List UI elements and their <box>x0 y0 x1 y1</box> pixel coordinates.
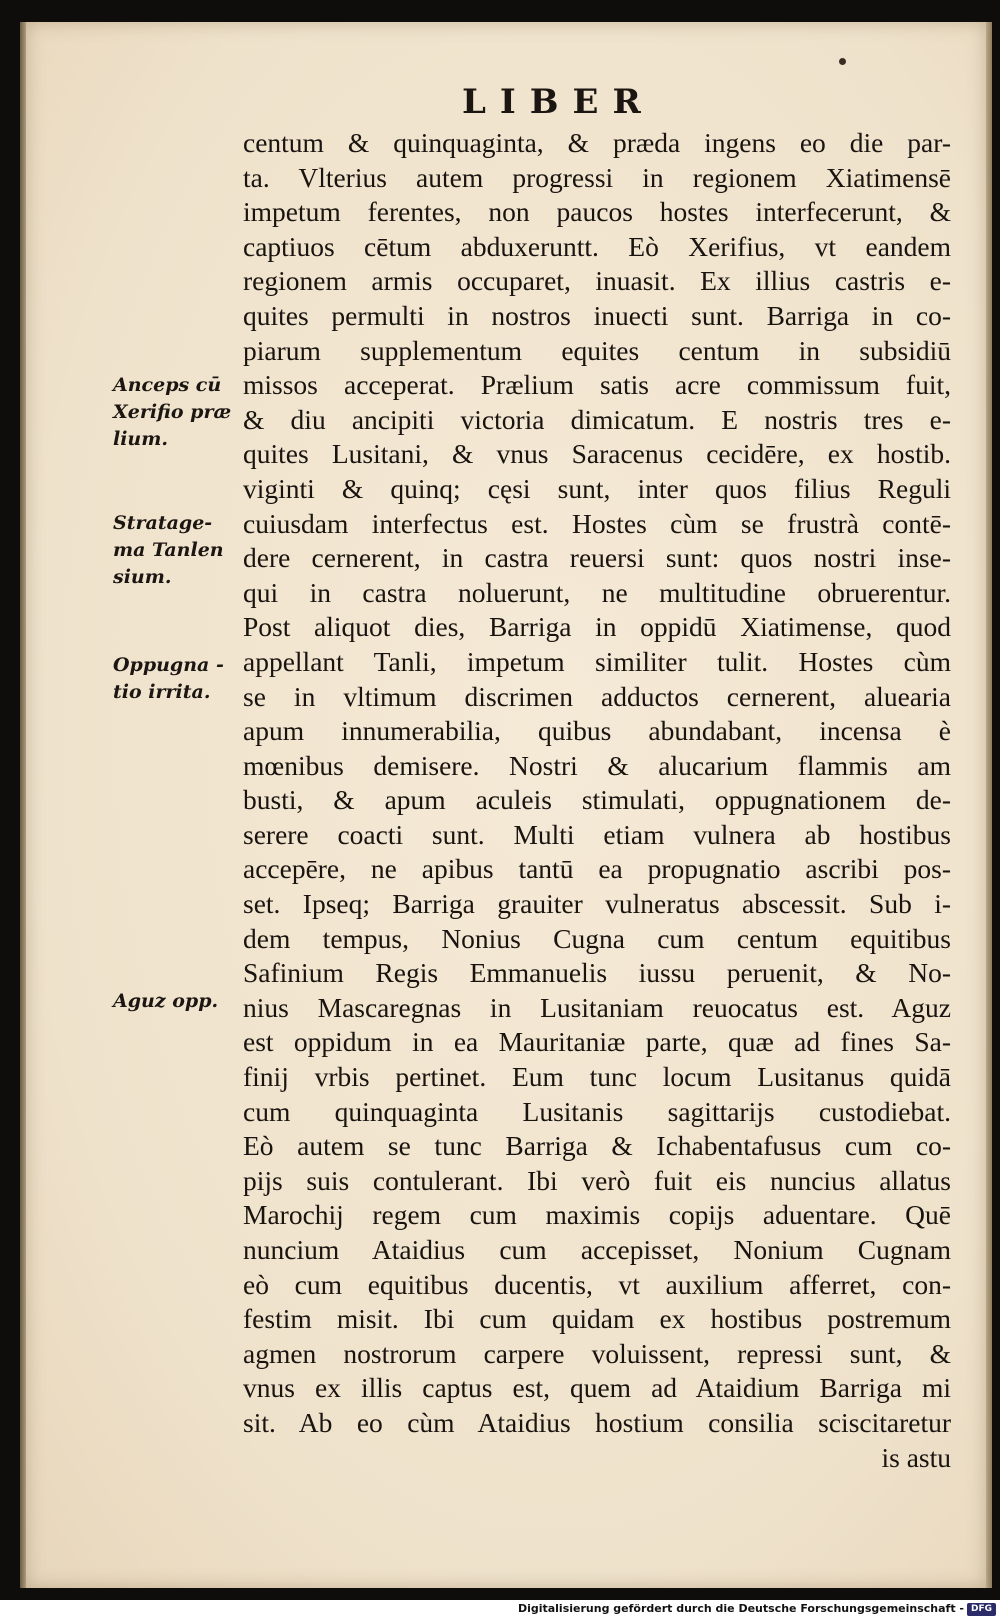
text-line: accepēre, ne apibus tantū ea propugnatio ascribi pos- <box>243 853 951 885</box>
text-line: cum quinquaginta Lusitanis sagittarijs custodiebat. <box>243 1095 951 1127</box>
dfg-logo: DFG <box>967 1603 996 1616</box>
margin-note-line: Anceps cū <box>113 374 222 396</box>
text-line: Safinium Regis Emmanuelis iussu peruenit, & No- <box>243 957 951 989</box>
footer-bar <box>0 1600 1000 1621</box>
text-line: est oppidum in ea Mauritaniæ parte, quæ ad fines Sa- <box>243 1026 951 1058</box>
text-line: mœnibus demisere. Nostri & alucarium flammis am <box>243 749 951 781</box>
margin-note-line: Aguz opp. <box>113 990 219 1012</box>
text-line: pijs suis contulerant. Ibi verò fuit eis nuncius allatus <box>243 1164 951 1196</box>
margin-note <box>113 372 241 453</box>
ink-spot <box>839 58 846 65</box>
running-head: LIBER <box>462 82 655 122</box>
margin-note <box>113 652 241 706</box>
text-line: set. Ipseq; Barriga grauiter vulneratus abscessit. Sub i- <box>243 888 951 920</box>
body-text <box>243 126 951 1475</box>
margin-note-line: Xerifio præ <box>113 401 232 423</box>
text-line: centum & quinquaginta, & præda ingens eo die par- <box>243 127 951 158</box>
text-line: sit. Ab eo cùm Ataidius hostium consilia sciscitaretur <box>243 1406 951 1438</box>
margin-note <box>113 988 241 1015</box>
margin-note-line: sium. <box>113 566 172 588</box>
text-line: Eò autem se tunc Barriga & Ichabentafusus cum co- <box>243 1130 951 1162</box>
margin-note <box>113 510 241 591</box>
text-line: & diu ancipiti victoria dimicatum. E nostris tres e- <box>243 403 951 435</box>
text-line: qui in castra noluerunt, ne multitudine obruerentur. <box>243 576 951 608</box>
text-line: se in vltimum discrimen adductos cernerent, aluearia <box>243 680 951 712</box>
text-line: finij vrbis pertinet. Eum tunc locum Lusitanus quidā <box>243 1061 951 1093</box>
text-line: busti, & apum aculeis stimulati, oppugnationem de- <box>243 784 951 816</box>
text-line: dem tempus, Nonius Cugna cum centum equitibus <box>243 922 951 954</box>
text-line: festim misit. Ibi cum quidam ex hostibus postremum <box>243 1303 951 1335</box>
text-line: quites permulti in nostros inuecti sunt. Barriga in co- <box>243 299 951 331</box>
text-line: nuncium Ataidius cum accepisset, Nonium Cugnam <box>243 1234 951 1265</box>
text-line: viginti & quinq; cęsi sunt, inter quos filius Reguli <box>243 472 951 504</box>
text-line: ta. Vlterius autem progressi in regionem Xiatimensē <box>243 161 951 193</box>
text-line: agmen nostrorum carpere voluissent, repressi sunt, & <box>243 1337 951 1369</box>
text-line: piarum supplementum equites centum in subsidiū <box>243 334 951 366</box>
catchword: is astu <box>881 1441 951 1473</box>
text-line: Marochij regem cum maximis copijs aduentare. Quē <box>243 1199 951 1231</box>
margin-note-line: tio irrita. <box>113 681 211 703</box>
margin-note-line: lium. <box>113 428 168 450</box>
funding-credit: Digitalisierung gefördert durch die Deutsche Forschungsgemeinschaft - <box>517 1602 964 1615</box>
margin-note-line: Oppugna - <box>113 654 224 676</box>
margin-note-line: Stratage- <box>113 512 213 534</box>
text-line: serere coacti sunt. Multi etiam vulnera ab hostibus <box>243 818 951 850</box>
text-line: quites Lusitani, & vnus Saracenus cecidēre, ex hostib. <box>243 438 951 470</box>
text-line: vnus ex illis captus est, quem ad Ataidium Barriga mi <box>243 1372 951 1404</box>
text-line: Post aliquot dies, Barriga in oppidū Xiatimense, quod <box>243 611 951 643</box>
text-line: eò cum equitibus ducentis, vt auxilium afferret, con- <box>243 1268 951 1300</box>
margin-note-line: ma Tanlen <box>113 539 224 561</box>
text-line: captiuos cētum abduxeruntt. Eò Xerifius, vt eandem <box>243 230 951 262</box>
text-line: impetum ferentes, non paucos hostes interfecerunt, & <box>243 196 951 228</box>
text-line: cuiusdam interfectus est. Hostes cùm se frustrà contē- <box>243 507 951 539</box>
text-line: missos acceperat. Prælium satis acre commissum fuit, <box>243 369 951 401</box>
text-line: appellant Tanli, impetum similiter tulit. Hostes cùm <box>243 645 951 677</box>
text-line: dere cernerent, in castra reuersi sunt: quos nostri inse- <box>243 542 951 574</box>
text-line: apum innumerabilia, quibus abundabant, incensa è <box>243 715 951 747</box>
text-line: regionem armis occuparet, inuasit. Ex illius castris e- <box>243 265 951 297</box>
text-line: nius Mascaregnas in Lusitaniam reuocatus est. Aguz <box>243 991 951 1023</box>
